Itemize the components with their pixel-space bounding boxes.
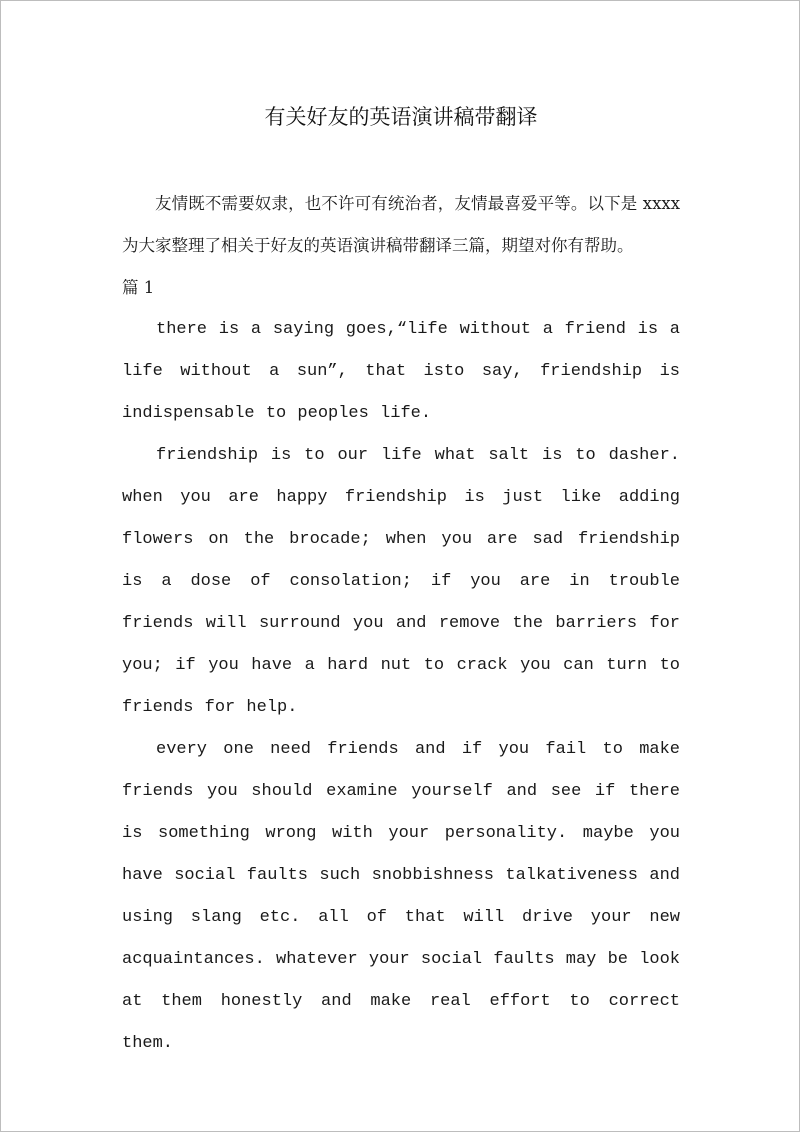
paragraph-1: there is a saying goes,“life without a friend is a life without a sun”, that isto say, friendship is indispensable to peoples life. [122, 320, 680, 423]
document-title: 有关好友的英语演讲稿带翻译 [264, 105, 538, 129]
intro-paragraph: 友情既不需要奴隶，也不许可有统治者，友情最喜爱平等。以下是 xxxx 为大家整理了相关于好友的英语演讲稿带翻译三篇，期望对你有帮助。 [122, 194, 680, 255]
paragraph-2: friendship is to our life what salt is to dasher. when you are happy friendship is just like adding flowers on the brocade; when you are sad friendship is a dose of consolation; if you are in trouble friends will surround you and remove the barriers for you; if you have a hard nut to crack you can turn to friends for help. [122, 446, 680, 717]
section-heading: 篇 1 [122, 278, 155, 297]
document-body [122, 183, 680, 1065]
paragraph-3: every one need friends and if you fail to make friends you should examine yourself and see if there is something wrong with your personality. maybe you have social faults such snobbishness talkativeness and using slang etc. all of that will drive your new acquaintances. whatever your social faults may be look at them honestly and make real effort to correct them. [122, 740, 680, 1053]
